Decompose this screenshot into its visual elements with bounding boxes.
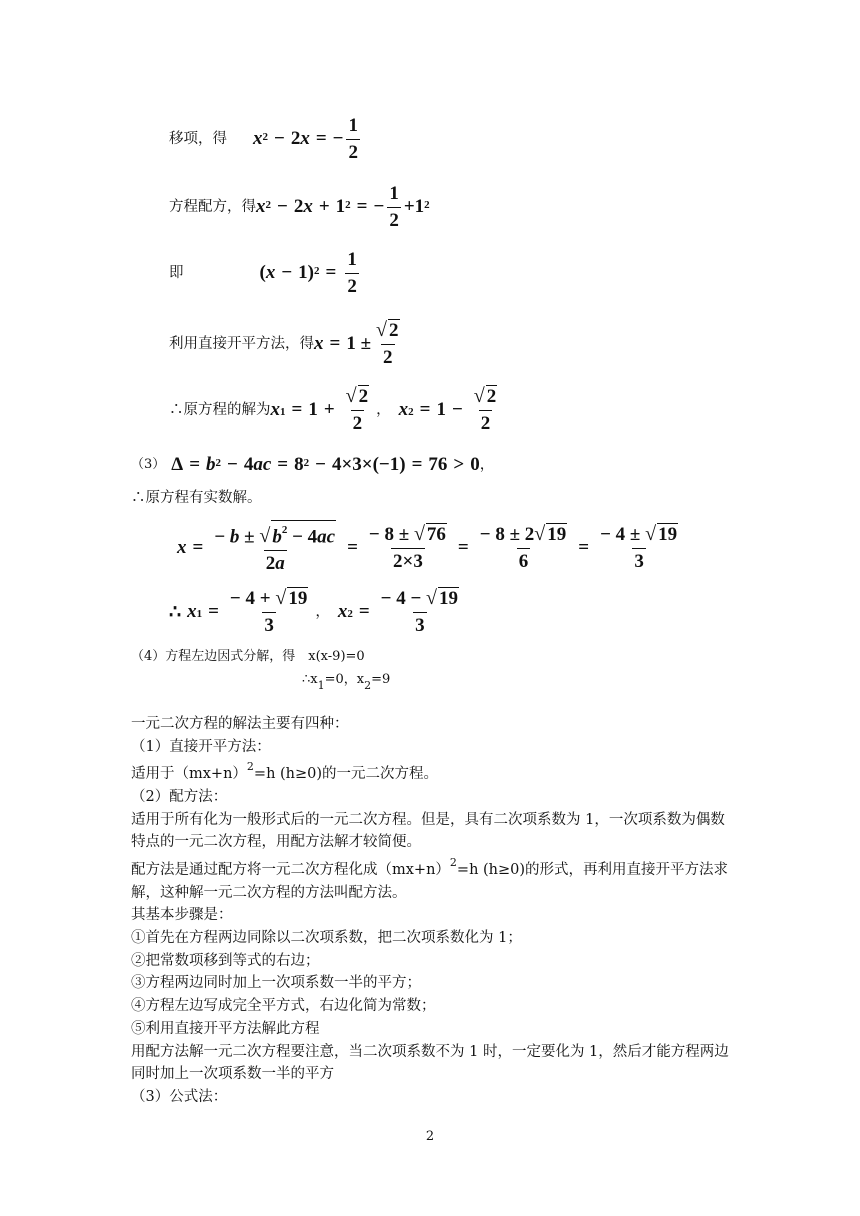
- quadratic-formula-line: x = − b ± √ $b^2 - 4ac$ 2a = − 8 ± √ 76 2×3 = − 8 ± 2 √ 19 6 = − 4 ± √ 19 3: [177, 520, 683, 576]
- method2-definition: 配方法是通过配方将一元二次方程化成$(mx+n)^2=h$ (h≥0)的形式，再利用直接开平方法求解，这种解一元二次方程的方法叫配方法。: [131, 856, 729, 901]
- part3-solution-x2: x $_2$ = − 4 − √ 19 3: [337, 587, 459, 636]
- step5-solution-x2: x $_2$ = 1 − √ 2 2: [398, 385, 497, 434]
- step5-solution-x1: x $_1$ = 1 + √ 2 2: [270, 385, 369, 434]
- step-item: ③方程两边同时加上一次项系数一半的平方；: [131, 975, 421, 992]
- method3-title: （3）公式法：: [131, 1088, 228, 1105]
- step-item: ④方程左边写成完全平方式，右边化简为常数；: [131, 998, 436, 1015]
- step5-sep: ，: [376, 402, 391, 418]
- step2-equation: x $^2$ − 2 x + 1 $^2$ = − $\frac{1}{2}$ +1 $^2$: [256, 182, 430, 231]
- step1-equation: x $^2$ − 2 x = − $\frac{1}{2}$: [253, 114, 358, 163]
- part3-discriminant: Δ = b $^2$ − 4 ac = 8 $^2$ − 4×3×(−1) = 76 > 0: [171, 454, 480, 475]
- summary-block: [131, 713, 731, 1109]
- method2-desc: 适用于所有化为一般形式后的一元二次方程。但是，具有二次项系数为 1，一次项系数为偶数特点的一元二次方程，用配方法解才较简便。: [131, 811, 725, 851]
- method2-title: （2）配方法：: [131, 788, 228, 805]
- part3-conclusion: ∴原方程有实数解。: [131, 490, 262, 506]
- step5-label: ∴原方程的解为: [169, 402, 271, 418]
- step3-label: 即: [169, 265, 184, 281]
- step-item: ②把常数项移到等式的右边；: [131, 952, 320, 969]
- method1-desc: 适用于$(mx+n)^2=h$ (h≥0)的一元二次方程。: [131, 760, 439, 783]
- summary-intro: 一元二次方程的解法主要有四种：: [131, 716, 349, 732]
- method1-title: （1）直接开平方法：: [131, 738, 271, 755]
- step3-equation: ( x − 1) $^2$ = $\frac{1}{2}$: [259, 248, 357, 297]
- part4-solution: $\therefore x_1=0$，$x_2=9$: [302, 672, 391, 692]
- part3-solution-x1: ∴ x $_1$ = − 4 + √ 19 3: [169, 587, 308, 636]
- part4-text: （4）方程左边因式分解，得 x(x-9)=0: [131, 649, 365, 664]
- page-number: 2: [425, 1129, 435, 1144]
- step-item: ⑤利用直接开平方法解此方程: [131, 1020, 320, 1037]
- step-item: ①首先在方程两边同除以二次项系数，把二次项系数化为 1；: [131, 929, 522, 946]
- steps-title: 其基本步骤是：: [131, 907, 233, 924]
- method2-note: 用配方法解一元二次方程要注意，当二次项系数不为 1 时，一定要化为 1，然后才能方程两边同时加上一次项系数一半的平方: [131, 1043, 729, 1083]
- part3-number: （3）: [131, 457, 166, 472]
- step4-label: 利用直接开平方法，得: [169, 336, 314, 352]
- step4-equation: x = 1 ± √ 2 2: [314, 319, 399, 368]
- step2-label: 方程配方，得: [169, 199, 256, 215]
- part3-sep: ，: [315, 604, 330, 620]
- part3-tail: ，: [479, 457, 495, 473]
- step1-label: 移项，得: [169, 131, 227, 147]
